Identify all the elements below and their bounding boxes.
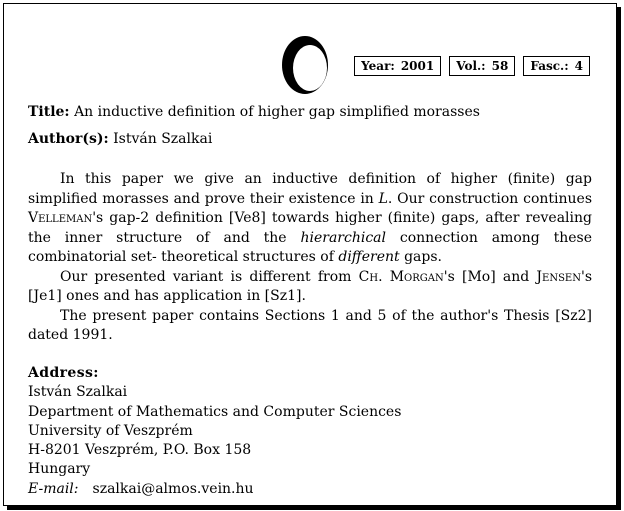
volume-label: Vol.: xyxy=(456,59,486,73)
paper-title: An inductive definition of higher gap simplified morasses xyxy=(74,104,480,120)
volume-value: 58 xyxy=(491,59,509,73)
abstract-text: gaps. xyxy=(404,249,442,265)
address-line: István Szalkai xyxy=(28,384,128,401)
abstract-text: connection among these combinatorial set- theoretical structures of xyxy=(28,229,593,265)
name-morgan: Ch. Morgan xyxy=(358,268,444,285)
fascicle-badge xyxy=(523,56,590,76)
fascicle-label: Fasc.: xyxy=(530,59,569,73)
author-name: István Szalkai xyxy=(113,131,213,147)
abstract-text: . Our construction continues xyxy=(387,190,593,207)
address-block xyxy=(28,364,401,499)
title-line xyxy=(28,104,480,120)
name-jensen: Jensen xyxy=(536,268,581,285)
crescent-moon-logo-icon xyxy=(280,34,330,96)
author-line xyxy=(28,131,212,147)
email-line xyxy=(28,480,401,499)
email-address[interactable]: szalkai@almos.vein.hu xyxy=(92,480,254,497)
address-label: Address: xyxy=(28,365,99,381)
volume-badge xyxy=(449,56,515,76)
abstract-text: 's gap-2 definition [Ve8] towards higher (finite) gaps, after revealing the inner structure of and the xyxy=(28,210,592,246)
address-line: H-8201 Veszprém, P.O. Box 158 xyxy=(28,442,252,459)
abstract-text: 's [Je1] ones and has application in [Sz1]. xyxy=(28,268,593,304)
address-line: Hungary xyxy=(28,461,91,478)
emph-different: different xyxy=(338,249,400,265)
abstract-text: 's [Mo] and xyxy=(443,268,530,285)
math-L: L xyxy=(378,190,388,207)
abstract-paragraph-2 xyxy=(28,268,592,307)
address-line: Department of Mathematics and Computer Sciences xyxy=(28,403,402,420)
emph-hierarchical: hierarchical xyxy=(300,229,386,246)
abstract-text: Our presented variant is different from xyxy=(60,268,352,285)
address-line: University of Veszprém xyxy=(28,422,193,439)
year-value: 2001 xyxy=(400,59,435,73)
abstract-paragraph-1 xyxy=(28,170,592,268)
year-badge xyxy=(354,56,441,76)
title-label: Title: xyxy=(28,104,70,120)
year-label: Year: xyxy=(361,59,395,73)
issue-badges xyxy=(354,56,590,76)
name-velleman: Velleman xyxy=(28,210,93,226)
author-label: Author(s): xyxy=(28,131,109,147)
abstract-text: In this paper we give an inductive definition of higher (finite) gap simplified morasses and prove their existence in xyxy=(28,171,592,207)
email-label: E-mail: xyxy=(28,480,79,497)
abstract-paragraph-3: The present paper contains Sections 1 and 5 of the author's Thesis [Sz2] dated 1991. xyxy=(28,307,592,343)
abstract xyxy=(28,170,592,346)
fascicle-value: 4 xyxy=(574,59,583,73)
document-frame xyxy=(3,3,617,506)
